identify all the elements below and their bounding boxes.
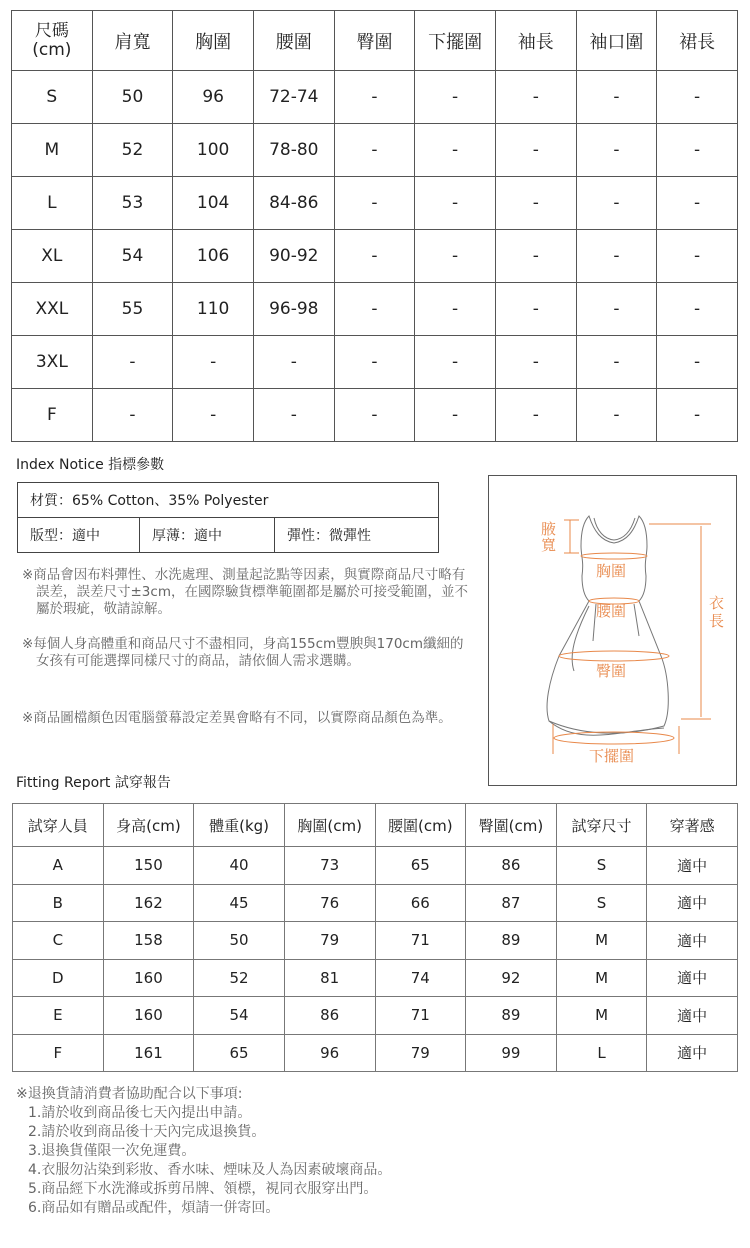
- size-table: [11, 10, 738, 442]
- size-value-cell: -: [657, 124, 738, 177]
- fit-cell: 適中: [647, 997, 738, 1035]
- size-value-cell: 106: [173, 230, 254, 283]
- fit-row: [13, 959, 738, 997]
- fitting-report-title: Fitting Report 試穿報告: [16, 775, 171, 791]
- size-value-cell: 50: [92, 71, 173, 124]
- fit-cell: M: [556, 959, 647, 997]
- hip-label: 臀圍: [596, 662, 627, 680]
- size-value-cell: -: [415, 177, 496, 230]
- size-value-cell: -: [657, 177, 738, 230]
- fit-header-cell: 試穿人員: [13, 804, 104, 847]
- size-label-cell: XXL: [12, 283, 93, 336]
- fit-cell: 71: [375, 997, 466, 1035]
- fit-cell: C: [13, 922, 104, 960]
- size-header-cell: 裙長: [657, 11, 738, 71]
- waist-label: 腰圍: [596, 602, 627, 620]
- size-value-cell: 52: [92, 124, 173, 177]
- fit-cell: 86: [466, 847, 557, 885]
- size-value-cell: -: [415, 124, 496, 177]
- armhole-label-1: 腋: [541, 520, 557, 538]
- return-policy-item: 5.商品經下水洗滌或拆剪吊牌、領標，視同衣服穿出門。: [28, 1181, 378, 1197]
- material-cell: 材質：65% Cotton、35% Polyester: [18, 483, 439, 518]
- size-header-cell: 袖長: [495, 11, 576, 71]
- fit-row: [13, 1034, 738, 1072]
- chest-label: 胸圍: [596, 562, 627, 580]
- size-row: [12, 71, 738, 124]
- return-policy-item: 4.衣服勿沾染到彩妝、香水味、煙味及人為因素破壞商品。: [28, 1162, 392, 1178]
- fit-cell: 87: [466, 884, 557, 922]
- fit-cell: 適中: [647, 847, 738, 885]
- fit-row: [13, 997, 738, 1035]
- fit-header-cell: 胸圍(cm): [284, 804, 375, 847]
- fit-cell: 89: [466, 922, 557, 960]
- size-value-cell: -: [334, 336, 415, 389]
- size-header-cell: 腰圍: [253, 11, 334, 71]
- size-row: [12, 177, 738, 230]
- fit-row: [13, 884, 738, 922]
- note-2: ※每個人身高體重和商品尺寸不盡相同，身高155cm豐腴與170cm纖細的女孩有可能選擇同樣尺寸的商品，請依個人需求選購。: [22, 636, 464, 669]
- fit-cell: 160: [103, 959, 194, 997]
- size-value-cell: -: [334, 124, 415, 177]
- size-value-cell: -: [495, 124, 576, 177]
- size-label-cell: L: [12, 177, 93, 230]
- size-header-cell: 肩寬: [92, 11, 173, 71]
- size-value-cell: -: [495, 389, 576, 442]
- fit-row: [13, 922, 738, 960]
- fit-cell: 52: [194, 959, 285, 997]
- index-row: [18, 483, 439, 518]
- fit-cell: 81: [284, 959, 375, 997]
- size-value-cell: 110: [173, 283, 254, 336]
- size-label-cell: F: [12, 389, 93, 442]
- size-value-cell: -: [415, 389, 496, 442]
- fit-cell: 40: [194, 847, 285, 885]
- fit-cell: 86: [284, 997, 375, 1035]
- size-header-unit: (cm): [32, 39, 72, 60]
- index-row: [18, 518, 439, 553]
- fit-cell: A: [13, 847, 104, 885]
- fit-cell: 162: [103, 884, 194, 922]
- return-policy-title: ※退換貨請消費者協助配合以下事項:: [16, 1086, 243, 1102]
- dress-measurement-diagram: [488, 475, 737, 786]
- fit-cell: 161: [103, 1034, 194, 1072]
- return-policy-item: 3.退換貨僅限一次免運費。: [28, 1143, 196, 1159]
- size-value-cell: -: [253, 336, 334, 389]
- fit-cell: 適中: [647, 959, 738, 997]
- armhole-label-2: 寬: [541, 536, 557, 554]
- size-value-cell: 90-92: [253, 230, 334, 283]
- fit-cell: M: [556, 997, 647, 1035]
- return-policy-list: [16, 1104, 391, 1218]
- size-value-cell: -: [657, 71, 738, 124]
- fit-cell: F: [13, 1034, 104, 1072]
- fit-cell: 99: [466, 1034, 557, 1072]
- hem-label: 下擺圍: [589, 747, 635, 765]
- fit-cell: 150: [103, 847, 194, 885]
- size-label-cell: XL: [12, 230, 93, 283]
- size-value-cell: -: [415, 283, 496, 336]
- fit-cell: 65: [194, 1034, 285, 1072]
- size-value-cell: 53: [92, 177, 173, 230]
- fit-cell: 適中: [647, 1034, 738, 1072]
- size-value-cell: -: [657, 389, 738, 442]
- fit-cell: M: [556, 922, 647, 960]
- size-value-cell: -: [576, 230, 657, 283]
- size-value-cell: 96-98: [253, 283, 334, 336]
- size-value-cell: 78-80: [253, 124, 334, 177]
- fit-header-cell: 體重(kg): [194, 804, 285, 847]
- fit-cell: 65: [375, 847, 466, 885]
- return-policy-item: 6.商品如有贈品或配件，煩請一併寄回。: [28, 1200, 280, 1216]
- size-value-cell: -: [173, 389, 254, 442]
- size-header-cell: 胸圍: [173, 11, 254, 71]
- size-value-cell: -: [173, 336, 254, 389]
- size-value-cell: 55: [92, 283, 173, 336]
- size-row: [12, 336, 738, 389]
- size-value-cell: 54: [92, 230, 173, 283]
- fit-header-cell: 身高(cm): [103, 804, 194, 847]
- fit-header-cell: 試穿尺寸: [556, 804, 647, 847]
- size-value-cell: 72-74: [253, 71, 334, 124]
- size-value-cell: -: [495, 283, 576, 336]
- size-header-cell: 袖口圍: [576, 11, 657, 71]
- fit-cell: 96: [284, 1034, 375, 1072]
- fit-cell: 50: [194, 922, 285, 960]
- size-value-cell: -: [576, 124, 657, 177]
- fit-cell: 適中: [647, 922, 738, 960]
- size-value-cell: -: [495, 336, 576, 389]
- size-value-cell: 84-86: [253, 177, 334, 230]
- fit-header-cell: 臀圍(cm): [466, 804, 557, 847]
- fit-cell: 89: [466, 997, 557, 1035]
- fit-table-body: [13, 847, 738, 1072]
- fit-cell: 71: [375, 922, 466, 960]
- fit-cell: 54: [194, 997, 285, 1035]
- size-value-cell: -: [576, 283, 657, 336]
- size-row: [12, 230, 738, 283]
- fit-cell: 79: [375, 1034, 466, 1072]
- fit-header-row: [13, 804, 738, 847]
- size-value-cell: -: [334, 230, 415, 283]
- fit-cell: 79: [284, 922, 375, 960]
- size-value-cell: -: [92, 336, 173, 389]
- size-label-cell: 3XL: [12, 336, 93, 389]
- size-value-cell: -: [576, 177, 657, 230]
- fit-cell: 66: [375, 884, 466, 922]
- size-value-cell: -: [92, 389, 173, 442]
- size-value-cell: 100: [173, 124, 254, 177]
- size-row: [12, 124, 738, 177]
- size-value-cell: -: [576, 71, 657, 124]
- size-value-cell: -: [657, 230, 738, 283]
- fit-cell: B: [13, 884, 104, 922]
- fit-cell: 74: [375, 959, 466, 997]
- size-header-cell: [12, 11, 93, 71]
- fit-cell: 45: [194, 884, 285, 922]
- size-value-cell: 104: [173, 177, 254, 230]
- fit-cell: 73: [284, 847, 375, 885]
- length-label-1: 衣: [709, 594, 725, 612]
- return-policy-item: 1.請於收到商品後七天內提出申請。: [28, 1105, 252, 1121]
- size-table-body: [12, 71, 738, 442]
- index-notice-title: Index Notice 指標參數: [16, 457, 165, 473]
- size-value-cell: -: [415, 71, 496, 124]
- size-value-cell: 96: [173, 71, 254, 124]
- fit-cell: 適中: [647, 884, 738, 922]
- dress-illustration: [489, 476, 738, 787]
- size-value-cell: -: [415, 230, 496, 283]
- fit-header-cell: 腰圍(cm): [375, 804, 466, 847]
- fit-cell: L: [556, 1034, 647, 1072]
- size-value-cell: -: [415, 336, 496, 389]
- size-value-cell: -: [253, 389, 334, 442]
- elasticity-cell: 彈性：微彈性: [275, 518, 439, 553]
- fit-cell: 76: [284, 884, 375, 922]
- size-value-cell: -: [495, 230, 576, 283]
- size-value-cell: -: [334, 177, 415, 230]
- fit-cell: 92: [466, 959, 557, 997]
- thickness-cell: 厚薄：適中: [140, 518, 275, 553]
- index-notice-table: [17, 482, 439, 553]
- size-label-cell: M: [12, 124, 93, 177]
- size-value-cell: -: [657, 283, 738, 336]
- size-label-cell: S: [12, 71, 93, 124]
- size-value-cell: -: [576, 336, 657, 389]
- size-table-header-row: [12, 11, 738, 71]
- size-header-cell: 臀圍: [334, 11, 415, 71]
- fit-cell: 158: [103, 922, 194, 960]
- fit-cell: E: [13, 997, 104, 1035]
- size-row: [12, 283, 738, 336]
- size-value-cell: -: [334, 283, 415, 336]
- size-value-cell: -: [334, 71, 415, 124]
- fit-row: [13, 847, 738, 885]
- fit-cell: D: [13, 959, 104, 997]
- size-value-cell: -: [495, 71, 576, 124]
- size-value-cell: -: [657, 336, 738, 389]
- fit-cell: S: [556, 847, 647, 885]
- return-policy-item: 2.請於收到商品後十天內完成退換貨。: [28, 1124, 266, 1140]
- fit-cell: S: [556, 884, 647, 922]
- dress-outline: [547, 516, 668, 735]
- return-policy: [16, 1085, 391, 1218]
- size-row: [12, 389, 738, 442]
- fit-cell: 160: [103, 997, 194, 1035]
- size-value-cell: -: [576, 389, 657, 442]
- note-3: ※商品圖檔顏色因電腦螢幕設定差異會略有不同，以實際商品顏色為準。: [22, 710, 452, 726]
- size-value-cell: -: [495, 177, 576, 230]
- size-header-cell: 下擺圍: [415, 11, 496, 71]
- size-value-cell: -: [334, 389, 415, 442]
- fitting-report-table: [12, 803, 738, 1072]
- size-header-label: 尺碼: [34, 20, 69, 41]
- note-1: ※商品會因布料彈性、水洗處理、測量起訖點等因素，與實際商品尺寸略有誤差，誤差尺寸±3cm，在國際驗貨標準範圍都是屬於可接受範圍，並不屬於瑕疵，敬請諒解。: [22, 567, 468, 617]
- measurement-lines: [553, 520, 711, 754]
- fit-cell: 版型：適中: [18, 518, 140, 553]
- length-label-2: 長: [709, 612, 725, 630]
- fit-header-cell: 穿著感: [647, 804, 738, 847]
